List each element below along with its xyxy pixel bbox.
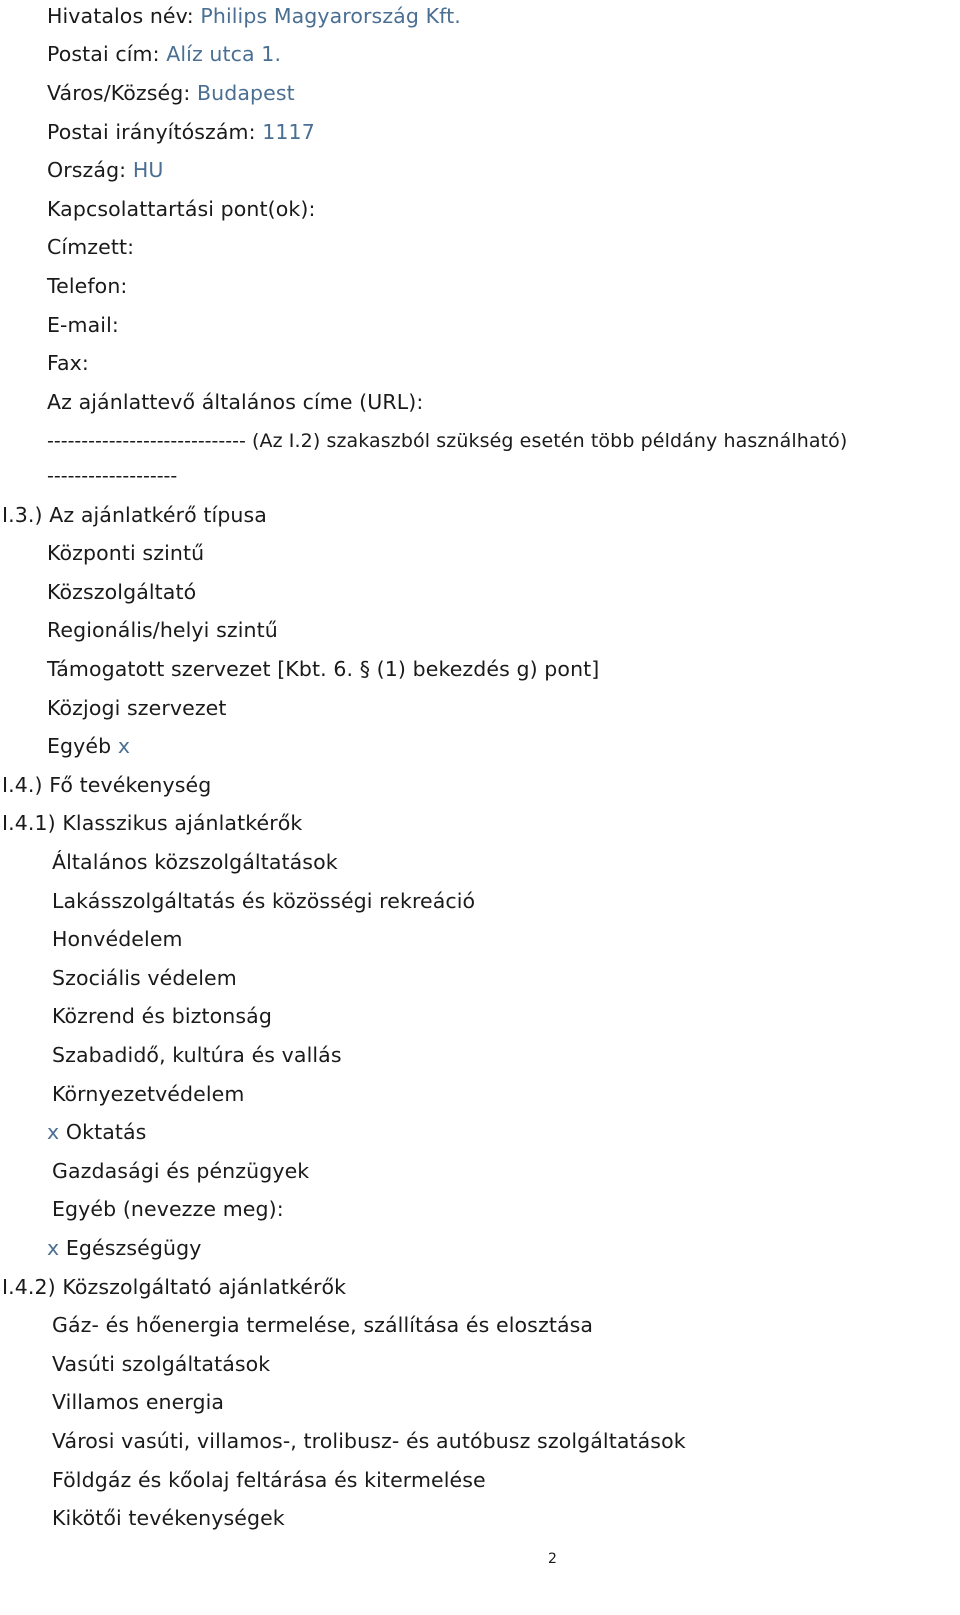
section-3-other-row (47, 733, 130, 759)
selected-mark-icon: x (47, 1120, 60, 1144)
phone-label: Telefon: (47, 274, 128, 298)
section-3-option: Támogatott szervezet [Kbt. 6. § (1) bekezdés g) pont] (47, 657, 600, 681)
section-3-option: Központi szintű (47, 541, 205, 565)
section-4-1-option: Környezetvédelem (52, 1082, 245, 1106)
selected-mark-icon: x (117, 734, 131, 758)
separator-dashes-2: ------------------- (47, 465, 178, 487)
section-4-2-option: Vasúti szolgáltatások (52, 1352, 271, 1376)
postcode-value: 1117 (262, 120, 315, 144)
section-4-1-option: Lakásszolgáltatás és közösségi rekreáció (52, 889, 476, 913)
section-3-option: Regionális/helyi szintű (47, 618, 278, 642)
contact-points-label: Kapcsolattartási pont(ok): (47, 197, 316, 221)
country-label: Ország: (47, 158, 127, 182)
section-4-2-option: Gáz- és hőenergia termelése, szállítása és elosztása (52, 1313, 594, 1337)
section-4-1-option: Gazdasági és pénzügyek (52, 1159, 310, 1183)
health-row (47, 1235, 201, 1261)
education-label: Oktatás (65, 1120, 147, 1144)
email-label: E-mail: (47, 313, 119, 337)
section-4-1-option: Általános közszolgáltatások (52, 850, 338, 874)
section-4-1-option: Közrend és biztonság (52, 1004, 272, 1028)
url-label: Az ajánlattevő általános címe (URL): (47, 390, 424, 414)
section-3-heading: I.3.) Az ajánlatkérő típusa (2, 503, 267, 527)
section-4-1-option: Honvédelem (52, 927, 183, 951)
section-4-1-heading: I.4.1) Klasszikus ajánlatkérők (2, 811, 303, 835)
section-4-2-option: Földgáz és kőolaj feltárása és kitermelése (52, 1468, 486, 1492)
section-3-option: Közszolgáltató (47, 580, 197, 604)
country-value: HU (132, 158, 164, 182)
selected-mark-icon: x (47, 1236, 60, 1260)
addressee-label: Címzett: (47, 235, 135, 259)
official-name-value: Philips Magyarország Kft. (200, 4, 461, 28)
postal-address-row (47, 41, 281, 67)
postal-address-value: Alíz utca 1. (166, 42, 282, 66)
official-name-label: Hivatalos név: (47, 4, 194, 28)
section-4-1-option: Szociális védelem (52, 966, 237, 990)
section-4-1-option: Egyéb (nevezze meg): (52, 1197, 284, 1221)
page-number: 2 (548, 1551, 557, 1567)
section-4-2-option: Villamos energia (52, 1390, 225, 1414)
education-row (47, 1119, 146, 1145)
health-label: Egészségügy (65, 1236, 202, 1260)
fax-label: Fax: (47, 351, 89, 375)
postcode-label: Postai irányítószám: (47, 120, 256, 144)
section-4-1-option: Szabadidő, kultúra és vallás (52, 1043, 342, 1067)
section-4-2-heading: I.4.2) Közszolgáltató ajánlatkérők (2, 1275, 347, 1299)
section-4-heading: I.4.) Fő tevékenység (2, 773, 212, 797)
section-4-2-option: Kikötői tevékenységek (52, 1506, 285, 1530)
postcode-row (47, 119, 315, 145)
postal-address-label: Postai cím: (47, 42, 160, 66)
city-label: Város/Község: (47, 81, 191, 105)
city-row (47, 80, 295, 106)
separator-dashes: ----------------------------- (47, 430, 246, 452)
section-3-other-label: Egyéb (47, 734, 112, 758)
separator-note: (Az I.2) szakaszból szükség esetén több példány használható) (251, 430, 848, 452)
city-value: Budapest (196, 81, 295, 105)
section-3-option: Közjogi szervezet (47, 696, 227, 720)
separator-row (47, 428, 847, 454)
country-row (47, 157, 163, 183)
section-4-2-option: Városi vasúti, villamos-, trolibusz- és autóbusz szolgáltatások (52, 1429, 686, 1453)
official-name-row (47, 3, 461, 29)
